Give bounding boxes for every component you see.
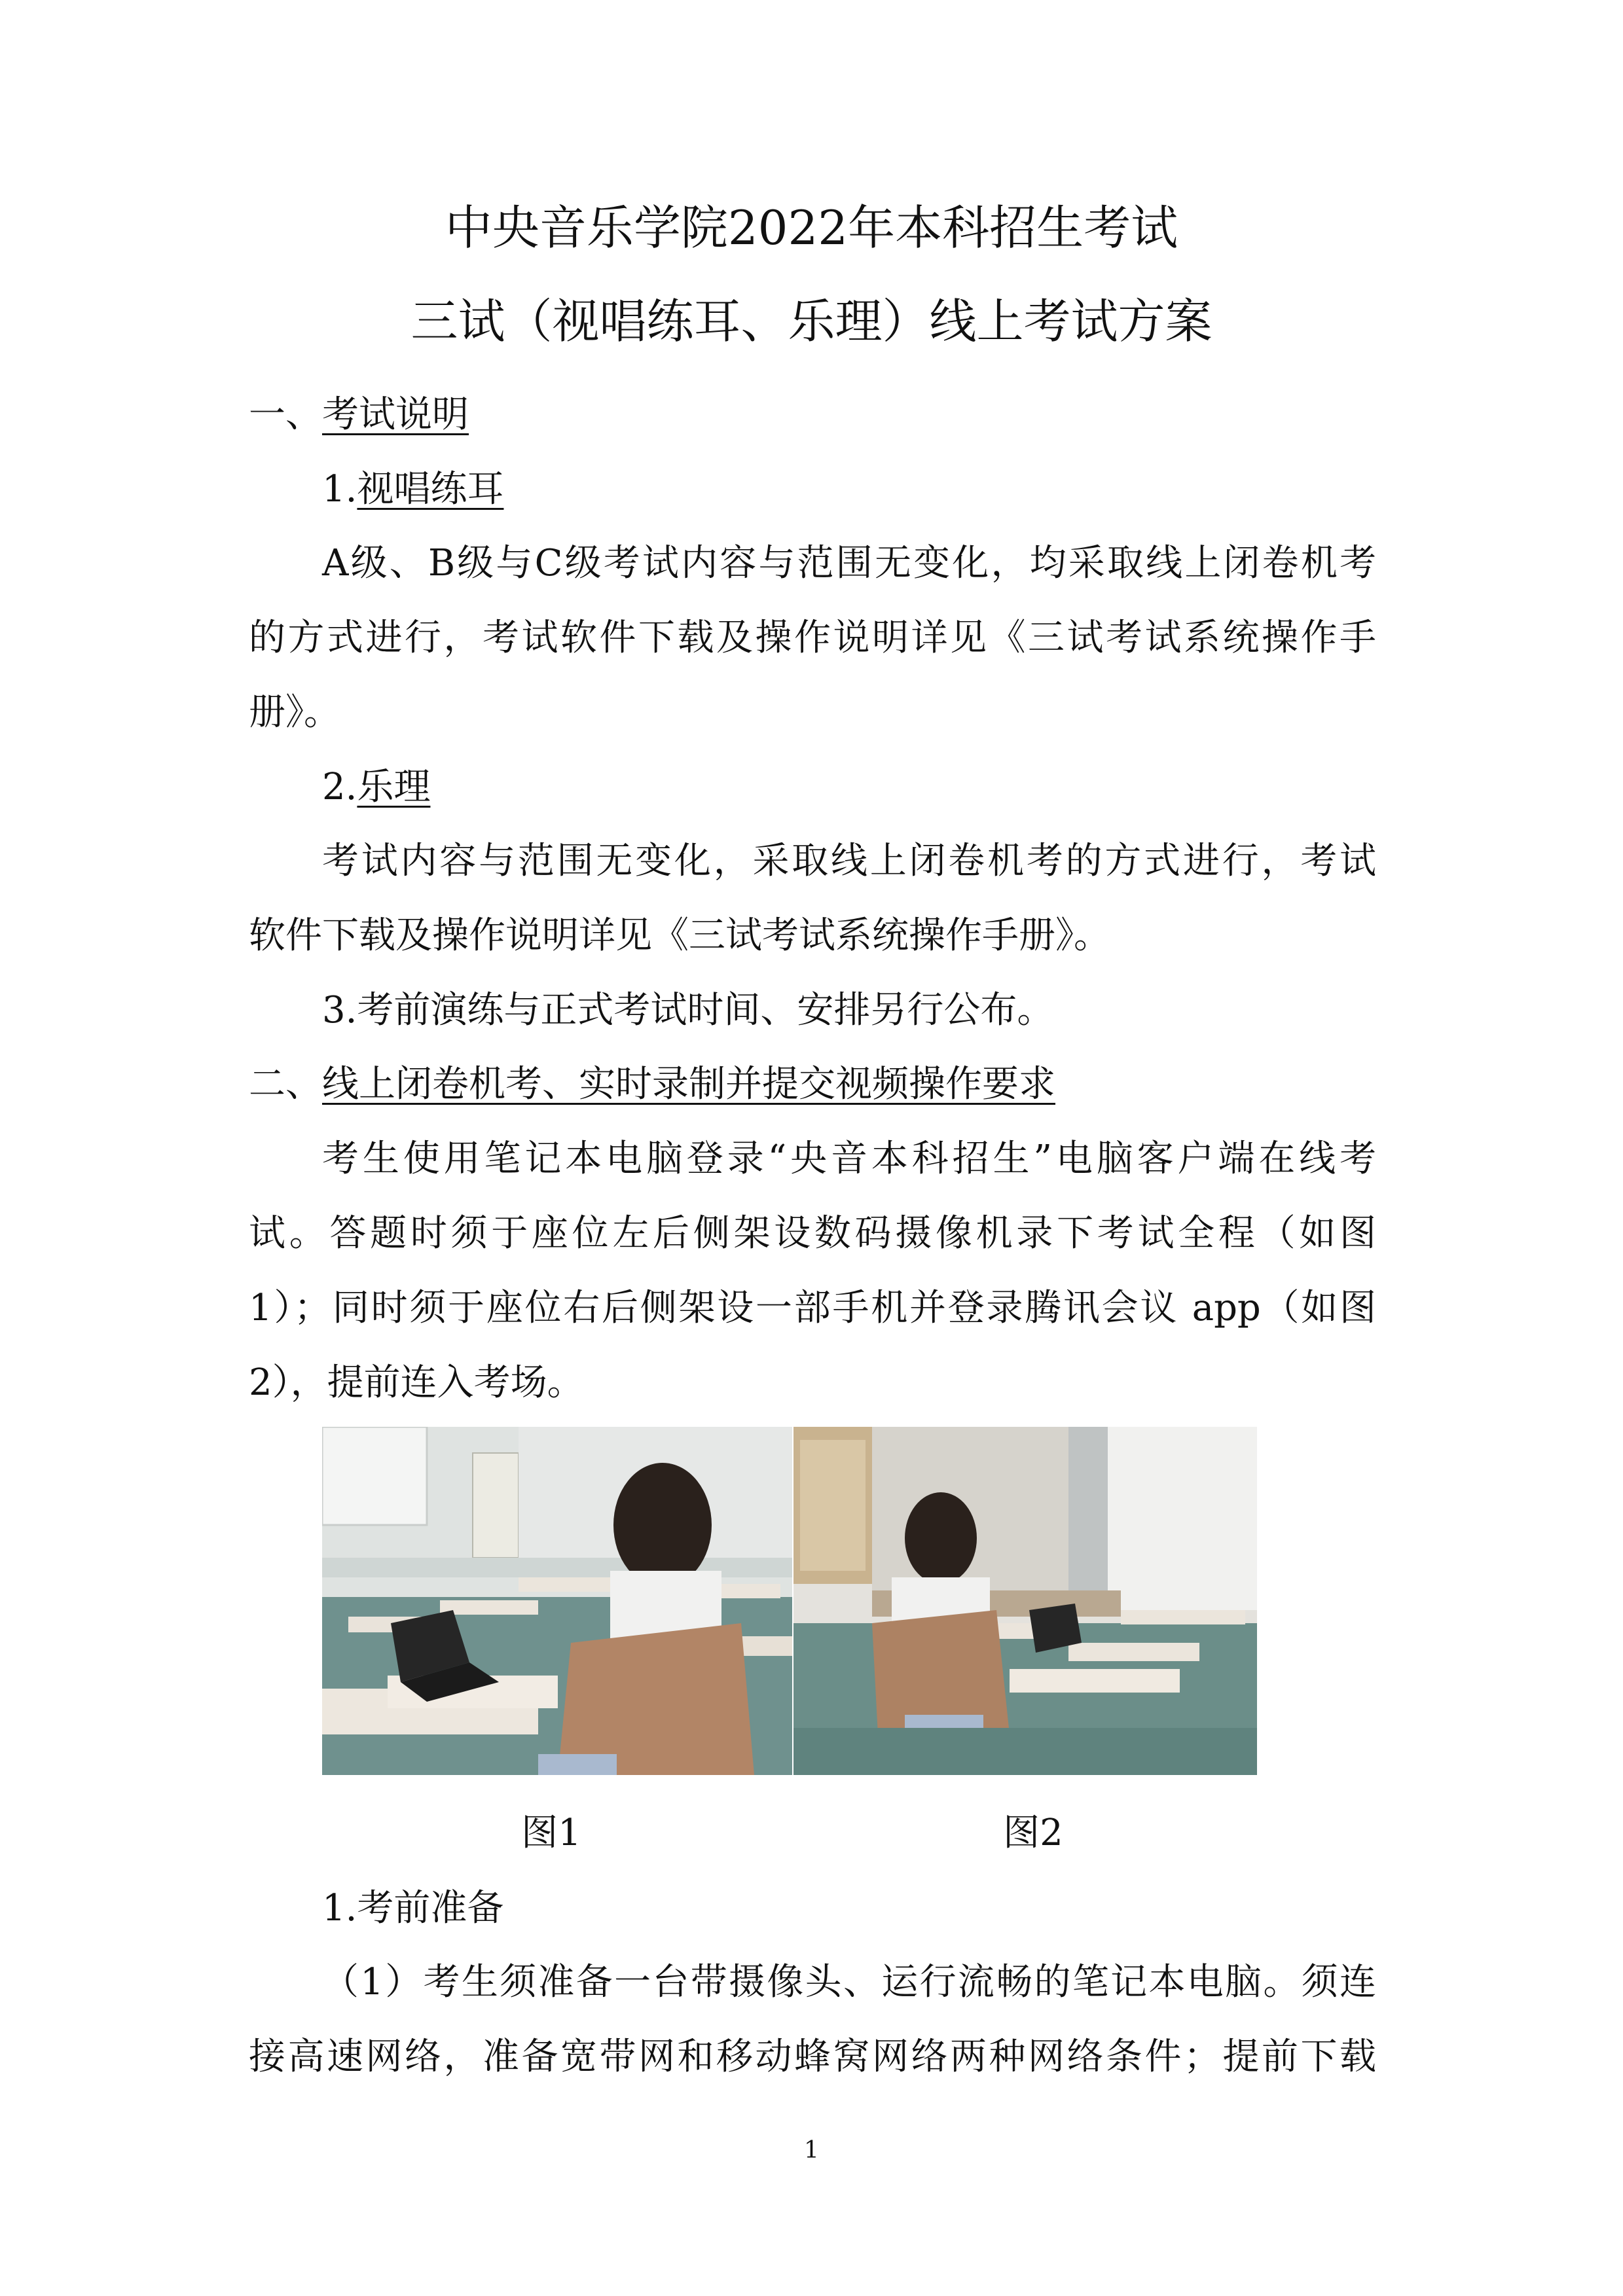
section2-heading — [249, 1061, 1055, 1108]
document-title-line1: 中央音乐学院2022年本科招生考试 — [445, 200, 1178, 255]
section2-para-line3: 1）；同时须于座位右后侧架设一部手机并登录腾讯会议 app（如图 — [249, 1287, 1376, 1329]
item2-title: 乐理 — [357, 766, 431, 808]
item2-para-line1: 考试内容与范围无变化，采取线上闭卷机考的方式进行，考试 — [322, 840, 1376, 882]
section1-number: 一、 — [249, 393, 322, 436]
prep-heading: 1.考前准备 — [322, 1887, 504, 1929]
item1-title: 视唱练耳 — [357, 468, 504, 511]
section1-title: 考试说明 — [322, 393, 469, 436]
item2-heading — [322, 764, 430, 811]
section2-number: 二、 — [249, 1063, 322, 1105]
section2-para-line1: 考生使用笔记本电脑登录“央音本科招生”电脑客户端在线考 — [322, 1138, 1376, 1180]
section2-para-line4: 2），提前连入考场。 — [249, 1361, 584, 1404]
item1-para-line3: 册》。 — [249, 691, 340, 734]
figure1-classroom-illustration — [322, 1427, 792, 1775]
figure1-caption: 图1 — [521, 1812, 581, 1854]
item1-number: 1. — [322, 468, 357, 511]
figure2-classroom-illustration — [793, 1427, 1257, 1775]
section1-heading — [249, 391, 469, 439]
section2-title: 线上闭卷机考、实时录制并提交视频操作要求 — [322, 1063, 1055, 1105]
figure1-photo — [322, 1427, 792, 1775]
prep-para-line1: （1）考生须准备一台带摄像头、运行流畅的笔记本电脑。须连 — [322, 1961, 1376, 2003]
document-title-line2: 三试（视唱练耳、乐理）线上考试方案 — [410, 294, 1213, 349]
section2-para-line2: 试。答题时须于座位左后侧架设数码摄像机录下考试全程（如图 — [249, 1212, 1376, 1255]
item1-para-line1: A级、B级与C级考试内容与范围无变化，均采取线上闭卷机考 — [322, 542, 1376, 584]
figure2-caption: 图2 — [1003, 1812, 1063, 1854]
figure2-photo — [793, 1427, 1257, 1775]
item1-para-line2: 的方式进行，考试软件下载及操作说明详见《三试考试系统操作手 — [249, 617, 1376, 659]
page-number: 1 — [804, 2137, 819, 2164]
item2-para-line2: 软件下载及操作说明详见《三试考试系统操作手册》。 — [249, 914, 1110, 957]
item1-heading — [322, 466, 503, 513]
item2-number: 2. — [322, 766, 357, 808]
prep-para-line2: 接高速网络，准备宽带网和移动蜂窝网络两种网络条件；提前下载 — [249, 2036, 1376, 2078]
item3-text: 3.考前演练与正式考试时间、安排另行公布。 — [322, 989, 1054, 1031]
